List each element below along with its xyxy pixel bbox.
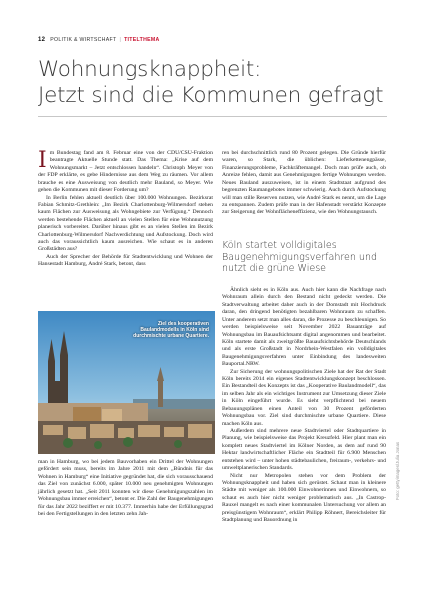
drop-cap: I bbox=[38, 148, 47, 173]
section-label: POLITIK & WIRTSCHAFT bbox=[50, 37, 117, 43]
paragraph: man in Hamburg, wo bei jedem Bauvorhaben ein Drittel der Wohnungen gefördert sein muss, bereits im Jahre 2011 mit dem „Bündnis für das Wohnen in Hamburg“ eine Initiative gegründet hat, die sich vorausschauend das Ziel von zunächst 6.000, später 10.000 neu genehmigten Wohnungen jährlich gesetzt hat. „Seit 2011 konnten wir diese Genehmigungszahlen im Wohnungsbau immer erreichen“, betont er. Die Zahl der Baugenehmigungen für das Jahr 2022 beziffert er mit 10.377. Immerhin habe der Erfüllungsgrad bei den Fertigstellungen in den letzten zehn Jah- bbox=[38, 459, 213, 517]
header-separator: | bbox=[119, 37, 122, 43]
title-line-2: Jetzt sind die Kommunen gefragt bbox=[38, 83, 384, 108]
photo-caption: Ziel des kooperativen Baulandmodells in Köln sind durchmischte urbane Quartiere. bbox=[133, 321, 209, 339]
kicker-label: TITELTHEMA bbox=[124, 37, 160, 43]
article-title bbox=[38, 57, 383, 109]
paragraph: Außerdem sind mehrere neue Stadtviertel oder Stadtquartiere in Planung, wie beispielsweise das Projekt Kreuzfeld. Hier plant man ein komplett neues Stadtviertel im Kölner Norden, as dem auf rund 90 Hektar landwirtschaftlicher Fläche ein Stadtteil für 6.900 Menschen entstehen wird – unter hohen städtebaulichen, freiraum-, verkehrs- und umweltplanerischen Standards. bbox=[222, 428, 386, 472]
page-number: 12 bbox=[38, 37, 46, 43]
page-header bbox=[38, 37, 160, 43]
paragraph: Zur Sicherung der wohnungspolitischen Ziele hat der Rat der Stadt Köln bereits 2014 ein eigenes Stadtentwicklungskonzept beschlossen. Ein Bestandteil des Konzepts ist das „Kooperative Baulandmodell“, das im selben Jahr als ein wichtiges Instrument zur Umsetzung dieser Ziele in Köln eingeführt wurde. Es sieht verpflichtend bei neuem Bebauungsplänen einen Anteil von 30 Prozent geförderten Wohnungsbau vor. Ziel sind durchmischte urbane Quartiere. Diese machen Köln aus. bbox=[222, 368, 386, 427]
paragraph-text: m Bundestag fand am 8. Februar eine von der CDU/CSU-Fraktion beantragte Aktuelle Stunde statt. Das Thema: „Krise auf dem Wohnungsmarkt – Jetzt entschlossen handeln“. Christoph Meyer von der FDP erklärte, es gebe Hindernisse aus dem Weg zu räumen. Vor allem brauche es eine Ausweisung von deutlich mehr Bauland, so Meyer. Wie gehen die Kommunen mit dieser Forderung um? bbox=[38, 150, 213, 194]
article-column-1 bbox=[38, 150, 213, 269]
cologne-photo bbox=[38, 311, 215, 454]
paragraph: In Berlin fehlen aktuell deutlich über 100.000 Wohnungen. Bezirksrat Fabian Schmitz-Grethlein: „Im Bezirk Charlottenburg-Wilmersdorf stehen kaum Flächen zur Ausweisung als Wohngebiete zur Verfügung.“ Dennoch werden bestehende Flächen aktuell an vielen Stellen für eine Wohnnutzung planerisch vorbereitet. Darüber hinaus gibt es an vielen Stellen im Bezirk Charlottenburg-Wilmersdorf Nachverdichtung und Aufstockung. Doch wird auch das voraussichtlich kaum ausreichen. Wie schaut es in anderen Großstädten aus? bbox=[38, 194, 213, 253]
paragraph bbox=[38, 150, 213, 195]
paragraph: Nicht nur Metropolen stehen vor dem Problem der Wohnungsknappheit und haben sich gerüstet. Schaut man in kleinere Städte mit weniger als 100.000 Einwohnerinnen und Einwohnern, so schaut es auch hier nicht weniger problematisch aus. „In Castrop-Rauxel mangelt es nach einer kommunalen Untersuchung vor allem an preisgünstigem Wohnraum“, erklärt Philipp Röhnert, Bereichsleiter für Stadtplanung und Bauordnung in bbox=[222, 472, 386, 524]
paragraph: Auch der Sprecher der Behörde für Stadtentwicklung und Wohnen der Hansestadt Hamburg, André Stark, betont, dass bbox=[38, 253, 213, 268]
article-subheading: Köln startet volldigitales Baugenehmigungsverfahren und nutzt die grüne Wiese bbox=[222, 240, 377, 274]
article-column-2-continued bbox=[222, 287, 386, 525]
paragraph: Ähnlich sieht es in Köln aus. Auch hier kann die Nachfrage nach Wohnraum allein durch den Bestand nicht gedeckt werden. Die Stadtverwaltung arbeitet daher auch in der Domstadt mit Hochdruck daran, den dringend benötigten bezahlbaren Wohnraum zu schaffen. Unter anderem setzt man alles daran, die Prozesse zu beschleunigen. So werden beispielsweise seit November 2022 Bauanträge auf Wohnungsbau im Bauaufsichtsamt digital angenommen und bearbeitet. Köln startete damit als zweitgrößte Bauaufsichtsbehörde Deutschlands und als erste Großstadt in Nordrhein-Westfalen ein volldigitales Baugenehmigungsverfahren unter Einbindung des landesweiten Bauportal.NRW. bbox=[222, 287, 386, 368]
paragraph: ren bei durchschnittlich rund 80 Prozent gelegen. Die Gründe hierfür waren, so Stark, die üblichen: Lieferkettenengpässe, Finanzierungsprobleme, Fachkräftemangel. Doch man prüfe auch, ob Anreize fehlen, damit aus Genehmigungen fertige Wohnungen werden. Neues Bauland auszuweisen, ist in einem Stadtstaat aufgrund des begrenzten Raumangebotes immer schwierig. Auch durch Aufstockung will man stille Reserven nutzen, wie André Stark es nennt, um die Lage zu entspannen. Zudem prüfe man in der Hafenstadt verstärkt Konzepte zur Steigerung der Wohnflächeneffizienz, wie den Wohnungstausch. bbox=[222, 150, 386, 216]
photo-credit: Foto: gettyimages/Julia Jonas bbox=[395, 441, 400, 500]
article-column-1-continued bbox=[38, 459, 213, 518]
title-divider bbox=[38, 116, 387, 117]
article-column-2 bbox=[222, 150, 386, 217]
title-line-1: Wohnungsknappheit: bbox=[38, 57, 262, 82]
